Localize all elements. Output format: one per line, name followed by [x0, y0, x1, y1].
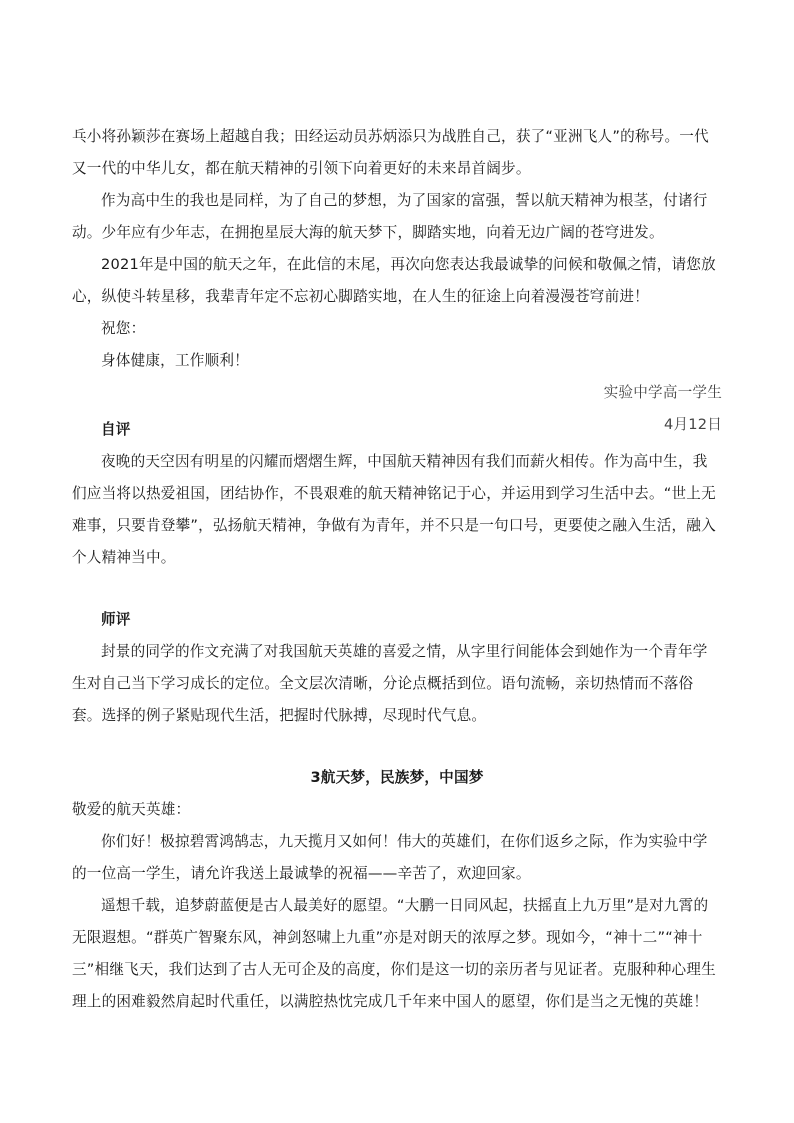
- self-review-text: 夜晚的天空因有明星的闪耀而熠熠生辉，中国航天精神因有我们而薪火相传。作为高中生，我们应当将以热爱祖国，团结协作，不畏艰难的航天精神铭记于心，并运用到学习生活中去。“世上无难事，只要肯登攀”，弘扬航天精神，争做有为青年，并不只是一句口号，更要使之融入生活，融入个人精神当中。: [72, 453, 716, 566]
- essay-3-paragraph-2: 遥想千载，追梦蔚蓝便是古人最美好的愿望。“大鹏一日同风起，扶摇直上九万里”是对九霄的无限遐想。“群英广智聚东风，神剑怒啸上九重”亦是对朗天的浓厚之梦。现如今，“神十二”“神十三”相继飞天，我们达到了古人无可企及的高度，你们是这一切的亲历者与见证者。克服种种心理生理上的困难毅然肩起时代重任，以满腔热忱完成几千年来中国人的愿望，你们是当之无愧的英雄！: [72, 897, 716, 1010]
- letter-body: [72, 121, 722, 441]
- letter-date: 4月12日: [663, 416, 722, 433]
- self-review-section: [72, 414, 722, 574]
- essay-3-title: 3航天梦，民族梦，中国梦: [310, 769, 484, 786]
- teacher-review-heading: 师评: [101, 611, 131, 628]
- letter-closing-health: 身体健康，工作顺利！: [101, 352, 249, 369]
- letter-paragraph-1: 乓小将孙颖莎在赛场上超越自我；田经运动员苏炳添只为战胜自己，获了“亚洲飞人”的称号。一代又一代的中华儿女，都在航天精神的引领下向着更好的未来昂首阔步。: [72, 128, 709, 177]
- essay-3-section: [72, 762, 722, 1018]
- self-review-heading: 自评: [101, 421, 131, 438]
- letter-paragraph-2: 作为高中生的我也是同样，为了自己的梦想，为了国家的富强，誓以航天精神为根茎，付诸行动。少年应有少年志，在拥抱星辰大海的航天梦下，脚踏实地，向着无边广阔的苍穹进发。: [72, 192, 708, 241]
- essay-3-paragraph-1: 你们好！极掠碧霄鸿鹄志，九天揽月又如何！伟大的英雄们，在你们返乡之际，作为实验中学的一位高一学生，请允许我送上最诚挚的祝福——辛苦了，欢迎回家。: [72, 833, 708, 882]
- teacher-review-section: [72, 604, 722, 732]
- letter-signature: 实验中学高一学生: [603, 384, 722, 401]
- essay-3-salutation: 敬爱的航天英雄：: [72, 801, 191, 818]
- teacher-review-text: 封景的同学的作文充满了对我国航天英雄的喜爱之情，从字里行间能体会到她作为一个青年学生对自己当下学习成长的定位。全文层次清晰，分论点概括到位。语句流畅，亲切热情而不落俗套。选择的例子紧贴现代生活，把握时代脉搏，尽现时代气息。: [72, 643, 708, 724]
- letter-closing-wish: 祝您：: [101, 320, 146, 337]
- letter-paragraph-3: 2021年是中国的航天之年，在此信的末尾，再次向您表达我最诚挚的问候和敬佩之情，请您放心，纵使斗转星移，我辈青年定不忘初心脚踏实地，在人生的征途上向着漫漫苍穹前进！: [72, 256, 716, 305]
